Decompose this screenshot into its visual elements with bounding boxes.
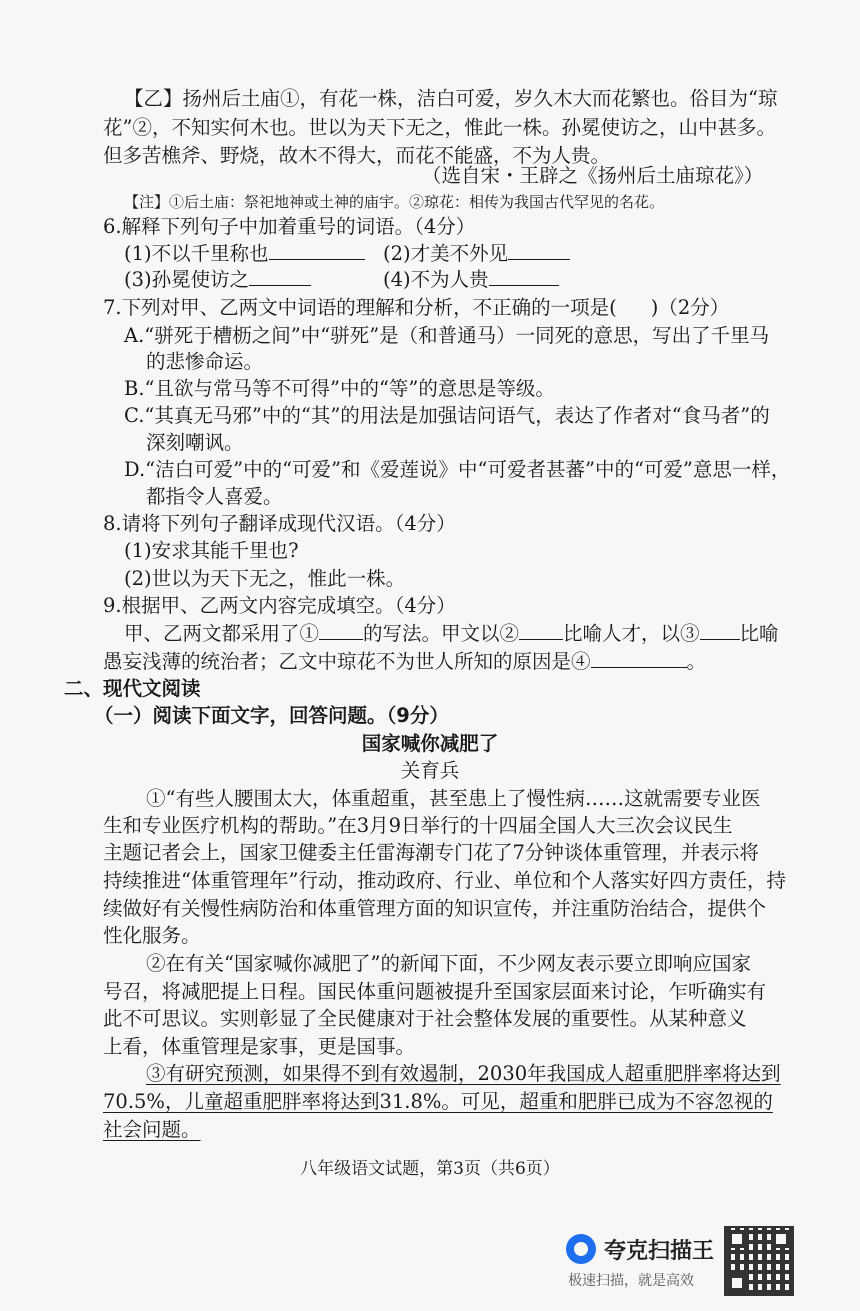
question-8-stem: 8.请将下列句子翻译成现代汉语。（4分） (103, 512, 456, 535)
question-7-option-a: A.“骈死于槽枥之间”中“骈死”是（和普通马）一同死的意思，写出了千里马 (124, 324, 770, 347)
para-1-line-1: ①“有些人腰围太大，体重超重，甚至患上了慢性病……这就需要专业医 (146, 787, 761, 810)
answer-blank[interactable] (489, 267, 559, 286)
answer-blank[interactable] (700, 621, 740, 640)
question-9-stem: 9.根据甲、乙两文内容完成填空。（4分） (103, 594, 456, 617)
answer-blank[interactable] (508, 241, 570, 260)
para-3-line-3: 社会问题。 (103, 1118, 201, 1141)
scanner-slogan: 极速扫描，就是高效 (568, 1273, 694, 1289)
question-9-line-1: 甲、乙两文都采用了① 的写法。甲文以② 比喻人才，以③ 比喻 (124, 622, 779, 645)
para-2-line-4: 上看，体重管理是家事，更是国事。 (103, 1035, 416, 1058)
para-3-line-1: ③有研究预测，如果得不到有效遏制，2030年我国成人超重肥胖率将达到 (146, 1062, 781, 1085)
question-7-option-a-cont: 的悲惨命运。 (146, 350, 264, 373)
answer-blank[interactable] (319, 621, 363, 640)
question-6-item-3: (3)孙冕使访之 (124, 267, 311, 293)
question-8-item-1: (1)安求其能千里也? (124, 539, 299, 562)
scanner-watermark (566, 1230, 716, 1292)
question-6-item-4: (4)不为人贵 (383, 267, 559, 293)
question-6-item-2: (2)才美不外见 (383, 241, 570, 267)
question-7-stem: 7.下列对甲、乙两文中词语的理解和分析，不正确的一项是( )（2分） (103, 296, 730, 319)
answer-blank[interactable] (519, 621, 563, 640)
para-2-line-3: 此不可思议。实则彰显了全民健康对于社会整体发展的重要性。从某种意义 (103, 1007, 747, 1030)
question-7-option-c: C.“其真无马邪”中的“其”的用法是加强诘问语气，表达了作者对“食马者”的 (124, 404, 770, 427)
question-6-stem: 6.解释下列句子中加着重号的词语。（4分） (103, 215, 476, 238)
qr-code-icon (724, 1226, 794, 1296)
question-7-option-b: B.“且欲与常马等不可得”中的“等”的意思是等级。 (124, 377, 555, 400)
question-7-option-d: D.“洁白可爱”中的“可爱”和《爱莲说》中“可爱者甚蕃”中的“可爱”意思一样， (124, 458, 791, 481)
question-6-item-1: (1)不以千里称也 (124, 241, 365, 267)
scanner-logo-icon (566, 1234, 596, 1264)
para-1-line-3: 主题记者会上，国家卫健委主任雷海潮专门花了7分钟谈体重管理，并表示将 (103, 841, 759, 864)
passage-source: （选自宋・王辟之《扬州后土庙琼花》） (422, 164, 764, 187)
answer-blank[interactable] (591, 649, 687, 668)
answer-blank[interactable] (269, 241, 365, 260)
para-3-line-2: 70.5%，儿童超重肥胖率将达到31.8%。可见，超重和肥胖已成为不容忽视的 (103, 1090, 773, 1113)
question-7-option-c-cont: 深刻嘲讽。 (146, 431, 244, 454)
para-1-line-2: 生和专业医疗机构的帮助。”在3月9日举行的十四届全国人大三次会议民生 (103, 814, 733, 837)
scanner-brand-name: 夸克扫描王 (604, 1239, 715, 1264)
question-9-line-2: 愚妄浅薄的统治者；乙文中琼花不为世人所知的原因是④ 。 (103, 650, 707, 673)
answer-blank[interactable] (249, 267, 311, 286)
passage-yi-line-2: 花”②，不知实何木也。世以为天下无之，惟此一株。孙冕使访之，山中甚多。 (103, 116, 776, 139)
page-footer: 八年级语文试题，第3页（共6页） (300, 1159, 560, 1179)
passage-yi-line-3: 但多苦樵斧、野烧，故木不得大，而花不能盛，不为人贵。 (103, 144, 611, 167)
section-2-title: 二、现代文阅读 (64, 677, 201, 700)
para-2-line-1: ②在有关“国家喊你减肥了”的新闻下面，不少网友表示要立即响应国家 (146, 952, 751, 975)
passage-note: 【注】①后土庙：祭祀地神或土神的庙宇。②琼花：相传为我国古代罕见的名花。 (124, 193, 665, 211)
article-title: 国家喊你减肥了 (361, 732, 499, 755)
article-author: 关育兵 (400, 759, 460, 782)
para-1-line-4: 持续推进“体重管理年”行动，推动政府、行业、单位和个人落实好四方责任，持 (103, 869, 786, 892)
question-7-option-d-cont: 都指令人喜爱。 (146, 485, 283, 508)
section-2-subtitle: （一）阅读下面文字，回答问题。（9分） (94, 704, 449, 727)
para-1-line-6: 性化服务。 (103, 924, 201, 947)
passage-yi-line-1: 【乙】扬州后土庙①，有花一株，洁白可爱，岁久木大而花繁也。俗目为“琼 (124, 87, 778, 110)
question-8-item-2: (2)世以为天下无之，惟此一株。 (124, 567, 406, 590)
para-1-line-5: 续做好有关慢性病防治和体重管理方面的知识宣传，并注重防治结合，提供个 (103, 897, 767, 920)
para-2-line-2: 号召，将减肥提上日程。国民体重问题被提升至国家层面来讨论，乍听确实有 (103, 980, 767, 1003)
